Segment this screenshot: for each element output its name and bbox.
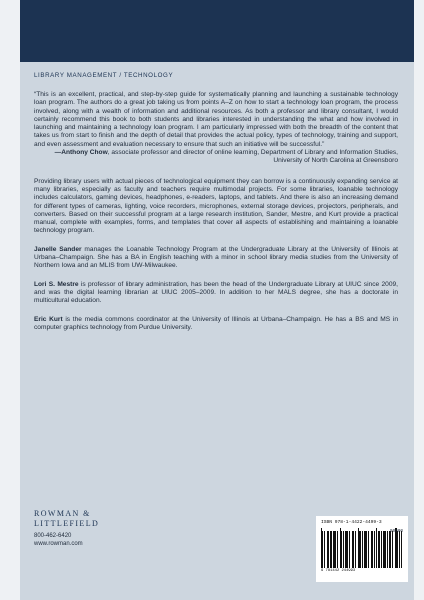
barcode-bar [359, 531, 361, 568]
author-name: Eric Kurt [34, 315, 63, 323]
barcode-bar [341, 531, 342, 568]
barcode-bar [353, 531, 354, 568]
author-bio [34, 246, 398, 271]
reviewer-detail: , associate professor and director of online learning, Department of Library and Information Studies, University of North Carolina at Greensboro [107, 149, 398, 165]
barcode-bar [349, 531, 350, 568]
barcode-bar [362, 531, 363, 568]
barcode-bar [384, 531, 385, 568]
review-quote: “This is an excellent, practical, and step-by-step guide for systematically planning and launching a sustainable technology loan program. The authors do a great job taking us from points A–Z on how to start a technology loan program, the process involved, along with a wealth of information and additional resources. As both a professor and library consultant, I would certainly recommend this book to both students and libraries interested in understanding the what and how involved in launching and maintaining a technology loan program. I am particularly impressed with both the breadth of the content that takes us from start to finish and the depth of detail that provides the actual policy, types of technology, training and support, and even assessment and evaluation necessary to ensure that such an initiative will be successful.” [34, 91, 398, 148]
publisher-phone: 800-462-6420 [34, 533, 72, 539]
barcode-bar [337, 531, 338, 568]
author-bio [34, 316, 398, 333]
barcode-bar [401, 531, 402, 568]
barcode-bar [330, 531, 332, 568]
price-code: 90000 [389, 529, 403, 534]
reviewer-name: —Anthony Chow [54, 149, 108, 157]
barcode-bar [368, 531, 369, 568]
barcode-bar [374, 531, 375, 568]
isbn-number: ISBN 978-1-4422-4499-3 [321, 520, 382, 525]
barcode-bar [328, 531, 329, 568]
barcode-bar [365, 531, 366, 568]
barcode-bar [372, 531, 373, 568]
barcode-digits: 9 781442 244993 [321, 569, 356, 573]
barcode-bar [324, 531, 325, 568]
publisher-website: www.rowman.com [34, 540, 83, 547]
author-bio-text: manages the Loanable Technology Program at the Undergraduate Library at the University of Illinois at Urbana–Champaign. She has a BA in English teaching with a minor in school library media studies from the University of Northern Iowa and an MLIS from UW-Milwaukee. [34, 245, 399, 270]
barcode-bar [347, 531, 348, 568]
barcode-bar [334, 531, 335, 568]
book-description: Providing library users with actual pieces of technological equipment they can borrow is a continuously expanding service at many libraries, especially as faculty and teachers require multimodal projects. For some libraries, loanable technology includes calculators, gaming devices, headphones, e-readers, laptops, and tablets. And there is also an increasing demand for different types of cameras, lighting, voice recorders, microphones, external storage devices, projectors, peripherals, and converters. Based on their successful program at a large research institution, Sander, Mestre, and Kurt provide a practical manual, complete with examples, forms, and templates that cover all aspects of establishing and maintaining a loanable technology program. [34, 177, 398, 235]
top-color-band [20, 0, 414, 62]
barcode-bar [392, 531, 393, 568]
author-name: Janelle Sander [34, 245, 82, 253]
barcode-bar [355, 531, 356, 568]
category-label: LIBRARY MANAGEMENT / TECHNOLOGY [34, 72, 174, 79]
author-bio-text: is professor of library administration, has been the head of the Undergraduate Library at UIUC since 2009, and was the digital learning librarian at UIUC 2005–2009. In addition to her MALS degree, she has a doctorate in multicultural education. [34, 280, 398, 305]
author-name: Lori S. Mestre [34, 280, 79, 288]
isbn-barcode [316, 516, 408, 582]
barcode-bar [343, 531, 344, 568]
barcode-bar [399, 531, 400, 568]
cover-text-content [34, 72, 398, 342]
barcode-bar [387, 531, 388, 568]
barcode-bars [321, 528, 403, 568]
publisher-contact [34, 533, 154, 548]
barcode-bar [322, 531, 323, 568]
author-bio [34, 281, 398, 306]
barcode-bar [390, 531, 391, 568]
publisher-block [34, 509, 154, 548]
barcode-bar [378, 531, 380, 568]
publisher-logo-line-2: LITTLEFIELD [34, 518, 100, 528]
review-attribution [34, 149, 398, 166]
barcode-bar [397, 531, 398, 568]
book-back-cover [20, 0, 414, 600]
barcode-bar [381, 531, 382, 568]
publisher-logo-line-1: ROWMAN & [34, 509, 91, 518]
author-bio-text: is the media commons coordinator at the University of Illinois at Urbana–Champaign. He has a BS and MS in computer graphics technology from Purdue University. [34, 315, 398, 331]
